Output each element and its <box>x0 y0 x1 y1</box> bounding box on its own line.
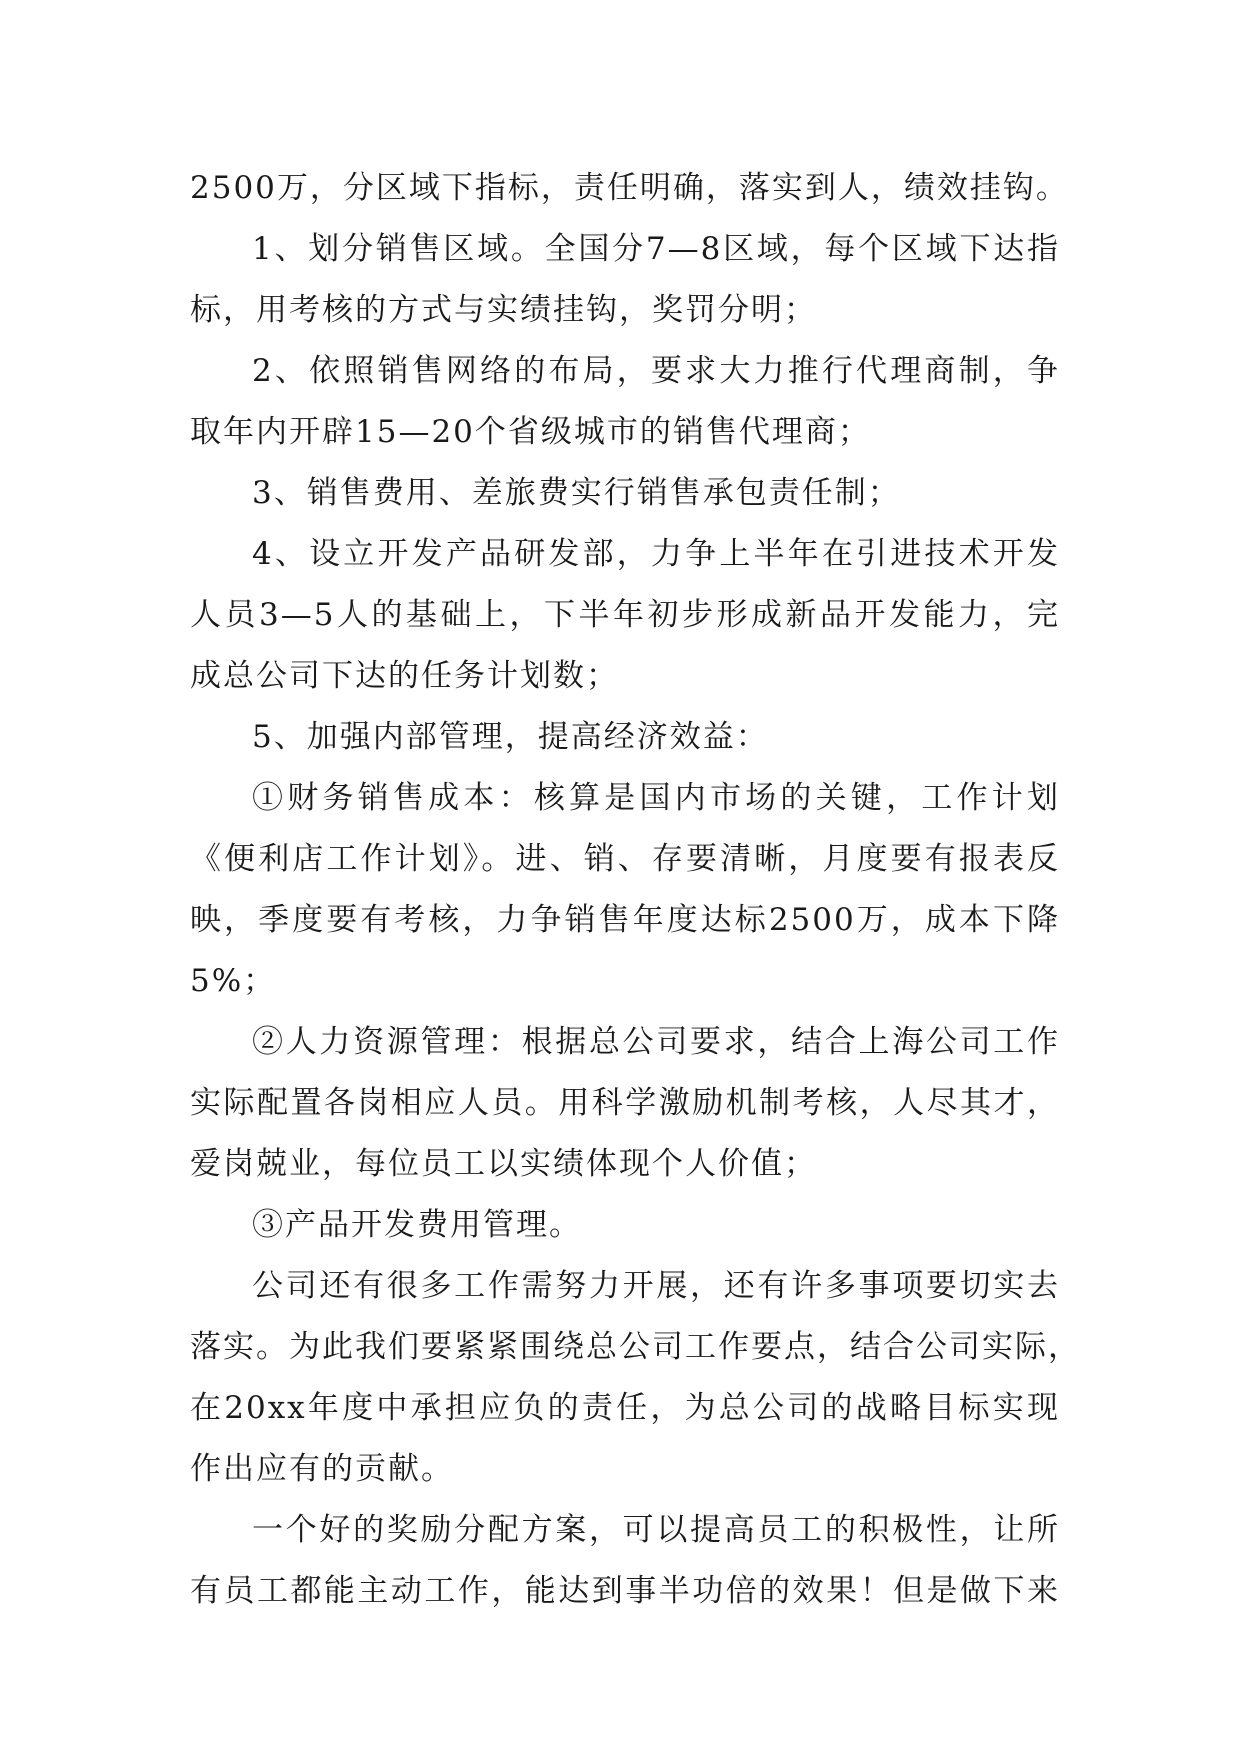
text-line: 取年内开辟15—20个省级城市的销售代理商； <box>190 414 871 450</box>
text-line: 人员3—5人的基础上，下半年初步形成新品开发能力，完 <box>190 597 1060 633</box>
text-line: 落实。为此我们要紧紧围绕总公司工作要点，结合公司实际， <box>190 1329 1081 1365</box>
text-line: 5、加强内部管理，提高经济效益： <box>252 719 769 755</box>
text-line: 2、依照销售网络的布局，要求大力推行代理商制，争 <box>252 353 1060 389</box>
text-line: 一个好的奖励分配方案，可以提高员工的积极性，让所 <box>252 1512 1060 1548</box>
text-line: 有员工都能主动工作，能达到事半功倍的效果！但是做下来 <box>190 1573 1060 1609</box>
text-line: ③产品开发费用管理。 <box>252 1207 582 1243</box>
text-line: 4、设立开发产品研发部，力争上半年在引进技术开发 <box>252 536 1060 572</box>
text-line: 公司还有很多工作需努力开展，还有许多事项要切实去 <box>252 1268 1060 1304</box>
text-line: 爱岗兢业，每位员工以实绩体现个人价值； <box>190 1146 817 1182</box>
text-line: 作出应有的贡献。 <box>190 1451 454 1487</box>
text-line: 3、销售费用、差旅费实行销售承包责任制； <box>252 475 901 511</box>
text-line: 成总公司下达的任务计划数； <box>190 658 619 694</box>
text-line: 《便利店工作计划》。进、销、存要清晰，月度要有报表反 <box>190 841 1060 877</box>
text-line: 实际配置各岗相应人员。用科学激励机制考核，人尽其才， <box>190 1085 1060 1121</box>
text-line: 标，用考核的方式与实绩挂钩，奖罚分明； <box>190 292 817 328</box>
document-body <box>190 158 1081 1622</box>
text-line: 在20xx年度中承担应负的责任，为总公司的战略目标实现 <box>190 1390 1060 1426</box>
text-line: 1、划分销售区域。全国分7—8区域，每个区域下达指 <box>252 231 1060 267</box>
text-line: 2500万，分区域下指标，责任明确，落实到人，绩效挂钩。 <box>190 170 1069 206</box>
text-line: 5%； <box>190 963 277 999</box>
text-line: ①财务销售成本：核算是国内市场的关键，工作计划 <box>252 780 1060 816</box>
text-line: ②人力资源管理：根据总公司要求，结合上海公司工作 <box>252 1024 1060 1060</box>
text-line: 映，季度要有考核，力争销售年度达标2500万，成本下降 <box>190 902 1060 938</box>
